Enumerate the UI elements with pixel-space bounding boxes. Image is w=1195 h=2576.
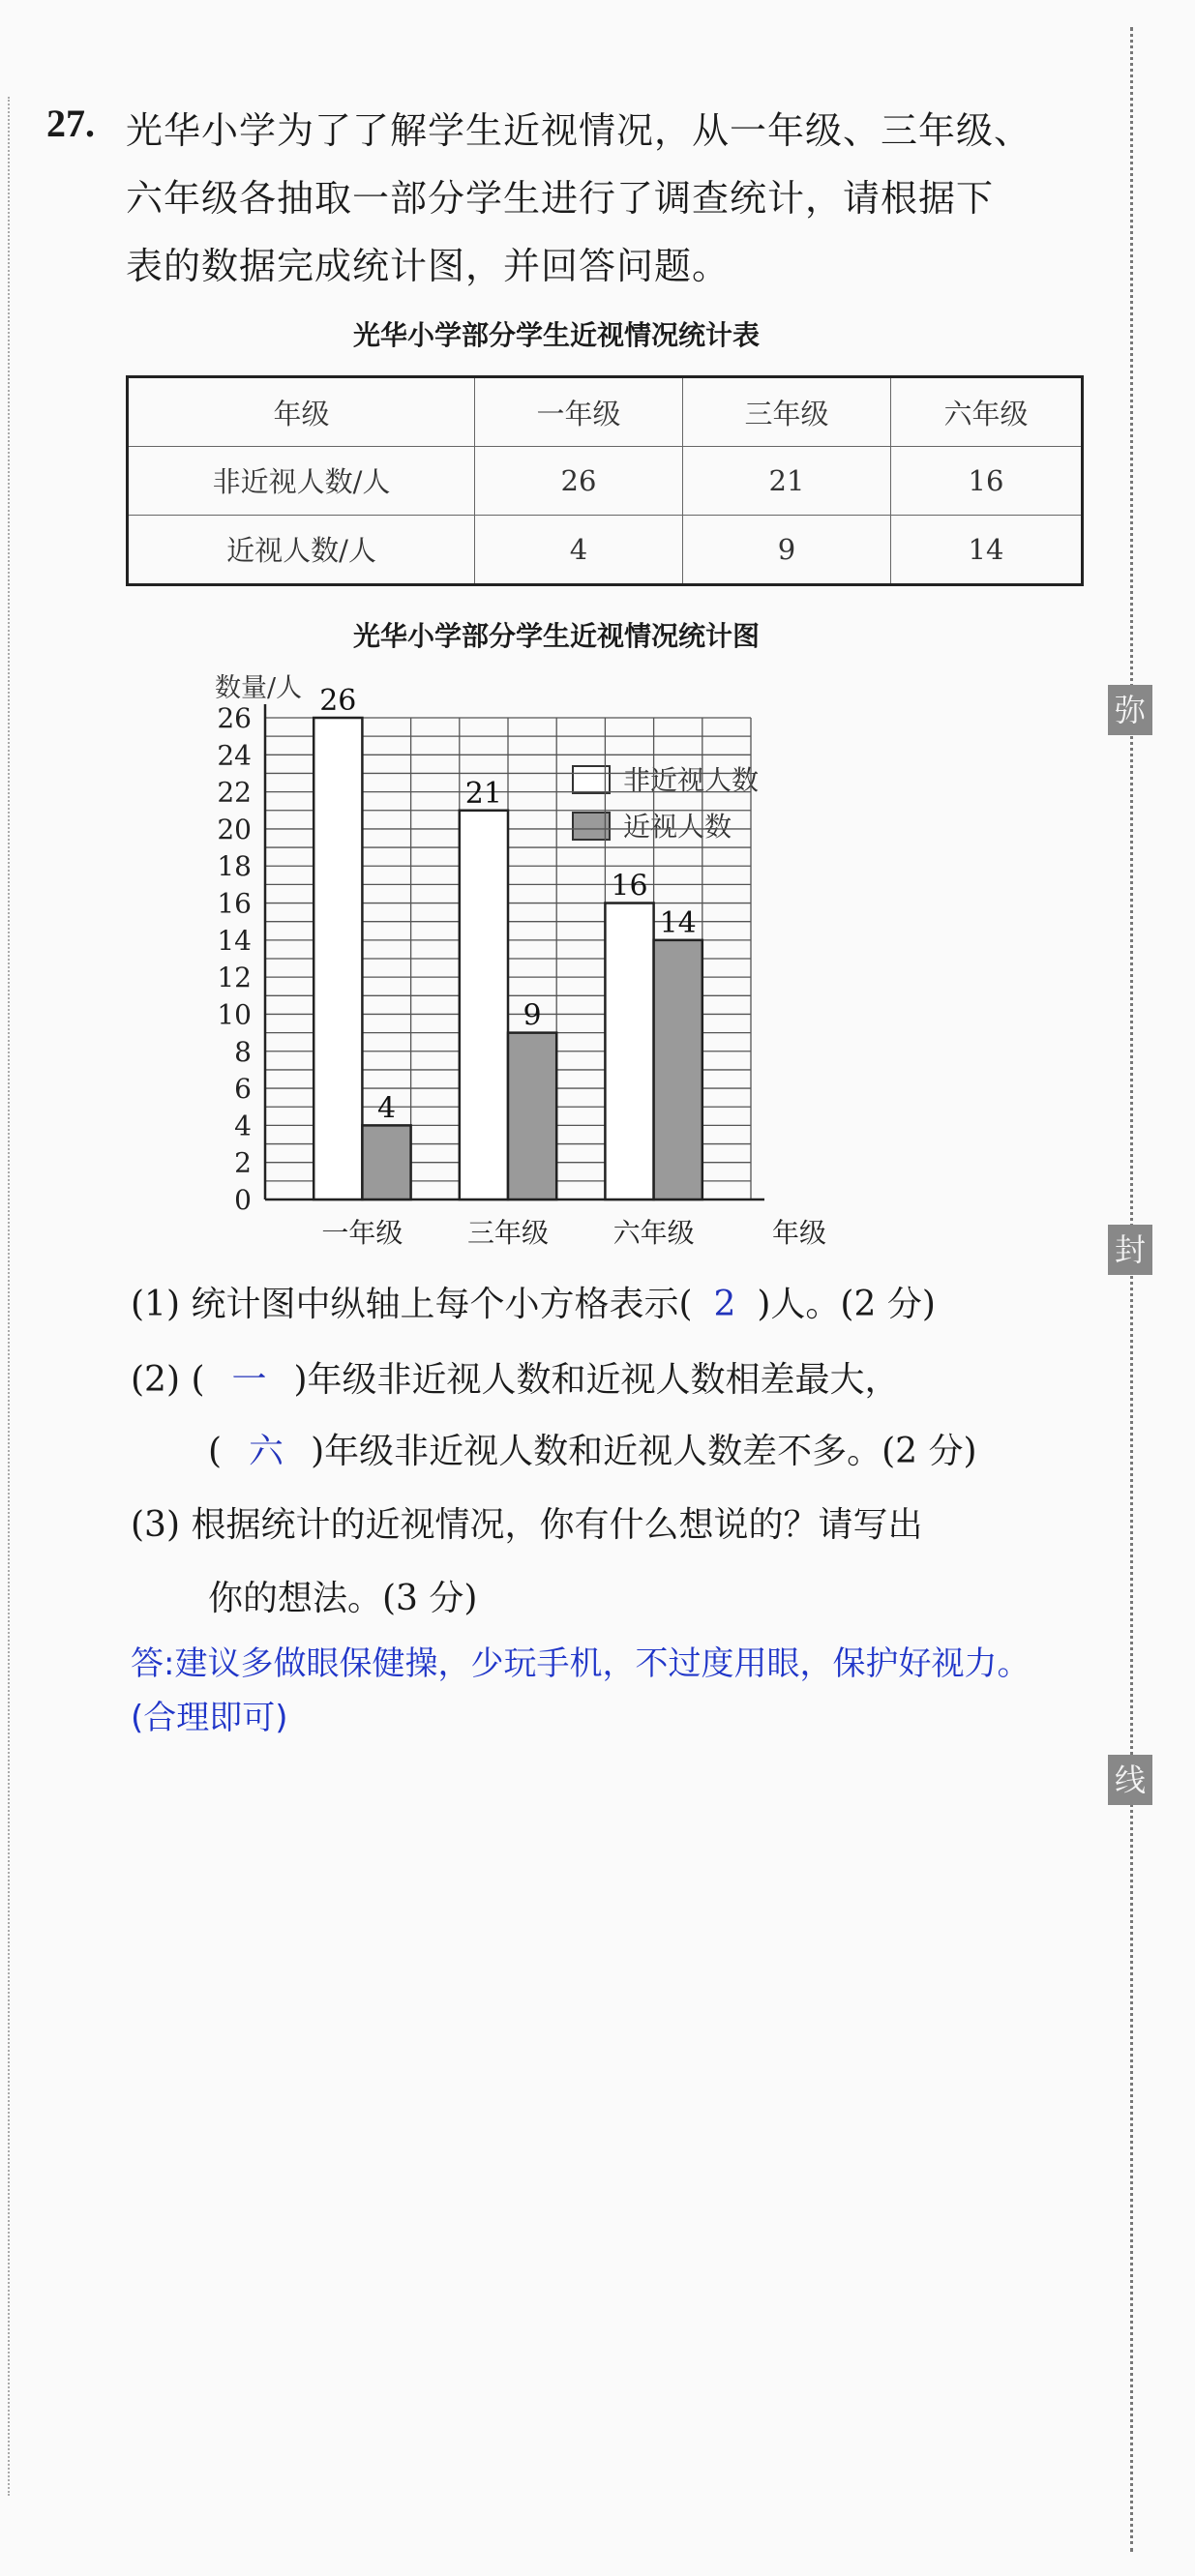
table-row [128,515,1083,584]
table-cell: 近视人数/人 [128,515,475,584]
table-cell: 4 [475,515,683,584]
legend-label-non-myopic: 非近视人数 [623,764,760,796]
y-tick-label: 14 [217,924,252,957]
y-tick-label: 16 [217,887,252,920]
side-mark-mi: 弥 [1108,685,1152,735]
data-label: 16 [611,869,648,903]
y-tick-label: 8 [234,1035,252,1068]
y-tick-label: 6 [234,1073,252,1106]
statistics-table [126,375,1084,586]
data-label: 9 [523,998,542,1033]
subquestion-2a [131,1352,900,1402]
table-title: 光华小学部分学生近视情况统计表 [353,319,761,351]
subquestion-2a-suffix: )年级非近视人数和近视人数相差最大， [293,1360,900,1400]
legend-swatch-non-myopic [573,766,610,793]
x-tick-label: 一年级 [321,1217,403,1249]
table-cell: 21 [683,447,891,516]
side-mark-feng: 封 [1108,1225,1152,1275]
answer-blank-2a: 一 [231,1360,267,1400]
subquestion-2b-suffix: )年级非近视人数和近视人数差不多。(2 分) [311,1432,977,1471]
answer-blank-1: 2 [713,1285,736,1324]
subquestion-3-line-1: (3) 根据统计的近视情况，你有什么想说的？请写出 [131,1505,923,1545]
bar-myopic [362,1125,410,1199]
y-tick-label: 0 [234,1184,252,1216]
legend-label-myopic: 近视人数 [623,811,732,843]
y-axis-label: 数量/人 [215,673,303,703]
subquestion-1-prefix: (1) 统计图中纵轴上每个小方格表示( [131,1285,693,1324]
table-header-row [128,377,1083,447]
chart-title: 光华小学部分学生近视情况统计图 [353,620,761,652]
table-cell: 14 [891,515,1083,584]
table-header-cell: 三年级 [683,377,891,447]
data-label: 26 [319,684,357,718]
subquestion-2b-prefix: ( [208,1432,223,1471]
question-number: 27. [46,102,95,145]
data-label: 4 [376,1091,397,1126]
y-tick-label: 4 [234,1110,252,1142]
x-tick-label: 三年级 [466,1217,550,1249]
data-label: 21 [464,776,502,811]
y-tick-label: 20 [217,813,252,845]
data-label: 14 [659,905,697,940]
table-row [128,447,1083,516]
table-cell: 非近视人数/人 [128,447,475,516]
y-tick-label: 2 [234,1146,252,1179]
side-mark-xian: 线 [1108,1755,1152,1805]
y-tick-label: 18 [217,850,252,883]
y-tick-label: 12 [217,962,252,994]
subquestion-3-line-2: 你的想法。(3 分) [208,1579,478,1618]
table-cell: 26 [475,447,683,516]
subquestion-2b [208,1424,977,1473]
bar-chart [174,648,851,1258]
bar-non-myopic [605,903,653,1199]
y-tick-label: 22 [217,776,252,809]
question-line-2: 六年级各抽取一部分学生进行了调查统计，请根据下 [126,177,995,220]
left-margin-dots [8,97,10,2496]
subquestion-2a-prefix: (2) ( [131,1360,205,1400]
legend-swatch-myopic [573,813,610,840]
answer-blank-2b: 六 [249,1432,284,1471]
binding-line [1130,27,1133,2552]
y-tick-label: 24 [217,739,252,772]
x-tick-label: 六年级 [612,1217,695,1249]
bar-non-myopic [460,811,508,1199]
x-axis-label: 年级 [771,1217,827,1249]
answer-text-line-1: 答:建议多做眼保健操，少玩手机，不过度用眼，保护好视力。 [131,1644,1031,1683]
answer-text-line-2: (合理即可) [131,1699,288,1737]
subquestion-1 [131,1277,936,1326]
y-tick-label: 26 [217,702,252,734]
table-cell: 16 [891,447,1083,516]
bar-myopic [508,1033,556,1199]
y-tick-label: 10 [217,998,252,1031]
table-cell: 9 [683,515,891,584]
bar-non-myopic [314,718,362,1199]
bar-myopic [654,940,702,1199]
table-header-cell: 六年级 [891,377,1083,447]
table-header-cell: 一年级 [475,377,683,447]
question-line-3: 表的数据完成统计图，并回答问题。 [126,245,731,287]
table-header-cell: 年级 [128,377,475,447]
subquestion-1-suffix: )人。(2 分) [757,1285,936,1324]
question-line-1: 光华小学为了了解学生近视情况，从一年级、三年级、 [126,109,1032,152]
